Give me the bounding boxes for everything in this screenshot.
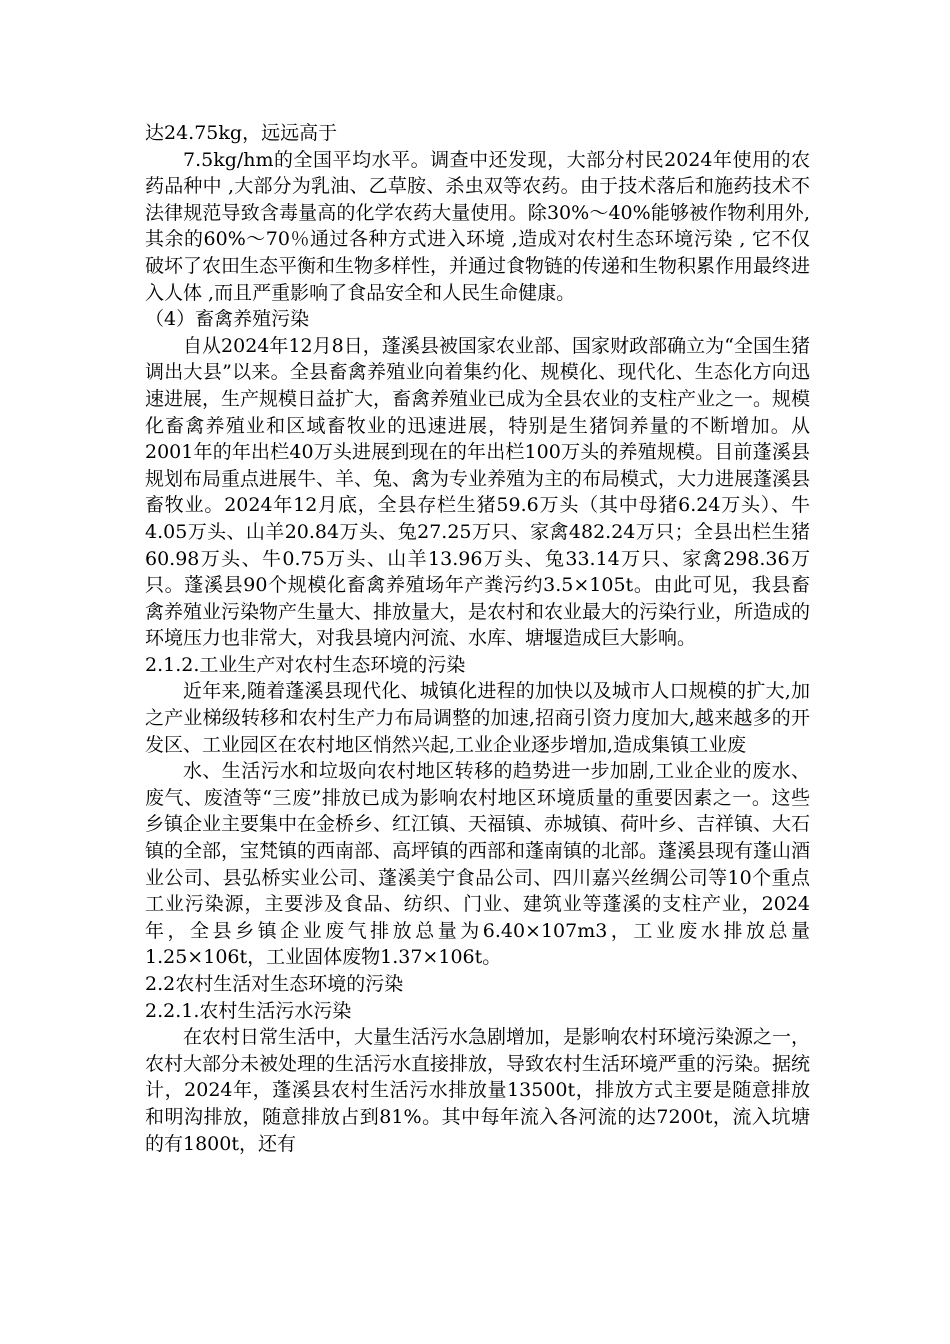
section-heading-rural-life: 2.2农村生活对生态环境的污染 xyxy=(145,973,404,995)
section-heading-industrial: 2.1.2.工业生产对农村生态环境的污染 xyxy=(145,653,466,676)
document-body xyxy=(145,120,810,1157)
paragraph-industrial-1: 近年来,随着蓬溪县现代化、城镇化进程的加快以及城市人口规模的扩大,加之产业梯级转移和农村生产力布局调整的加速,招商引资力度加大,越来越多的开发区、工业园区在农村地区悄然兴起,工业企业逐步增加,造成集镇工业废 xyxy=(145,680,810,756)
section-heading-livestock: （4）畜禽养殖污染 xyxy=(145,308,310,331)
paragraph-industrial-2: 水、生活污水和垃圾向农村地区转移的趋势进一步加剧,工业企业的废水、废气、废渣等“三废”排放已成为影响农村地区环境质量的重要因素之一。这些乡镇企业主要集中在金桥乡、红江镇、天福镇、赤城镇、荷叶乡、吉祥镇、大石镇的全部，宝梵镇的西南部、高坪镇的西部和蓬南镇的北部。蓬溪县现有蓬山酒业公司、县弘桥实业公司、蓬溪美宁食品公司、四川嘉兴丝绸公司等10个重点工业污染源，主要涉及食品、纺织、门业、建筑业等蓬溪的支柱产业，2024年，全县乡镇企业废气排放总量为6.40×107m3，工业废水排放总量1.25×106t，工业固体废物1.37×106t。 xyxy=(145,760,811,969)
paragraph-pesticide: 7.5kg/hm的全国平均水平。调查中还发现，大部分村民2024年使用的农药品种中 ,大部分为乳油、乙草胺、杀虫双等农药。由于技术落后和施药技术不法律规范导致含毒量高的化学农药大量使用。除30%～40%能够被作物利用外,其余的60%～70％通过各种方式进入环境 ,造成对农村生态环境污染 , 它不仅破坏了农田生态平衡和生物多样性，并通过食物链的传递和生物积累作用最终进入人体 ,而且严重影响了食品安全和人民生命健康。 xyxy=(145,148,811,304)
paragraph-continuation: 达24.75kg，远远高于 xyxy=(145,122,338,144)
section-heading-sewage: 2.2.1.农村生活污水污染 xyxy=(145,999,352,1022)
paragraph-livestock: 自从2024年12月8日，蓬溪县被国家农业部、国家财政部确立为“全国生猪调出大县”以来。全县畜禽养殖业向着集约化、规模化、现代化、生态化方向迅速进展，生产规模日益扩大，畜禽养殖业已成为全县农业的支柱产业之一。规模化畜禽养殖业和区域畜牧业的迅速进展，特别是生猪饲养量的不断增加。从2001年的年出栏40万头进展到现在的年出栏100万头的养殖规模。目前蓬溪县规划布局重点进展牛、羊、兔、禽为专业养殖为主的布局模式，大力进展蓬溪县畜牧业。2024年12月底，全县存栏生猪59.6万头（其中母猪6.24万头）、牛4.05万头、山羊20.84万头、兔27.25万只、家禽482.24万只；全县出栏生猪60.98万头、牛0.75万头、山羊13.96万头、兔33.14万只、家禽298.36万只。蓬溪县90个规模化畜禽养殖场年产粪污约3.5×105t。由此可见，我县畜禽养殖业污染物产生量大、排放量大，是农村和农业最大的污染行业，所造成的环境压力也非常大，对我县境内河流、水库、塘堰造成巨大影响。 xyxy=(145,334,811,650)
paragraph-sewage: 在农村日常生活中，大量生活污水急剧增加，是影响农村环境污染源之一，农村大部分未被处理的生活污水直接排放，导致农村生活环境严重的污染。据统计，2024年，蓬溪县农村生活污水排放量13500t，排放方式主要是随意排放和明沟排放，随意排放占到81%。其中每年流入各河流的达7200t，流入坑塘的有1800t，还有 xyxy=(145,1026,811,1155)
